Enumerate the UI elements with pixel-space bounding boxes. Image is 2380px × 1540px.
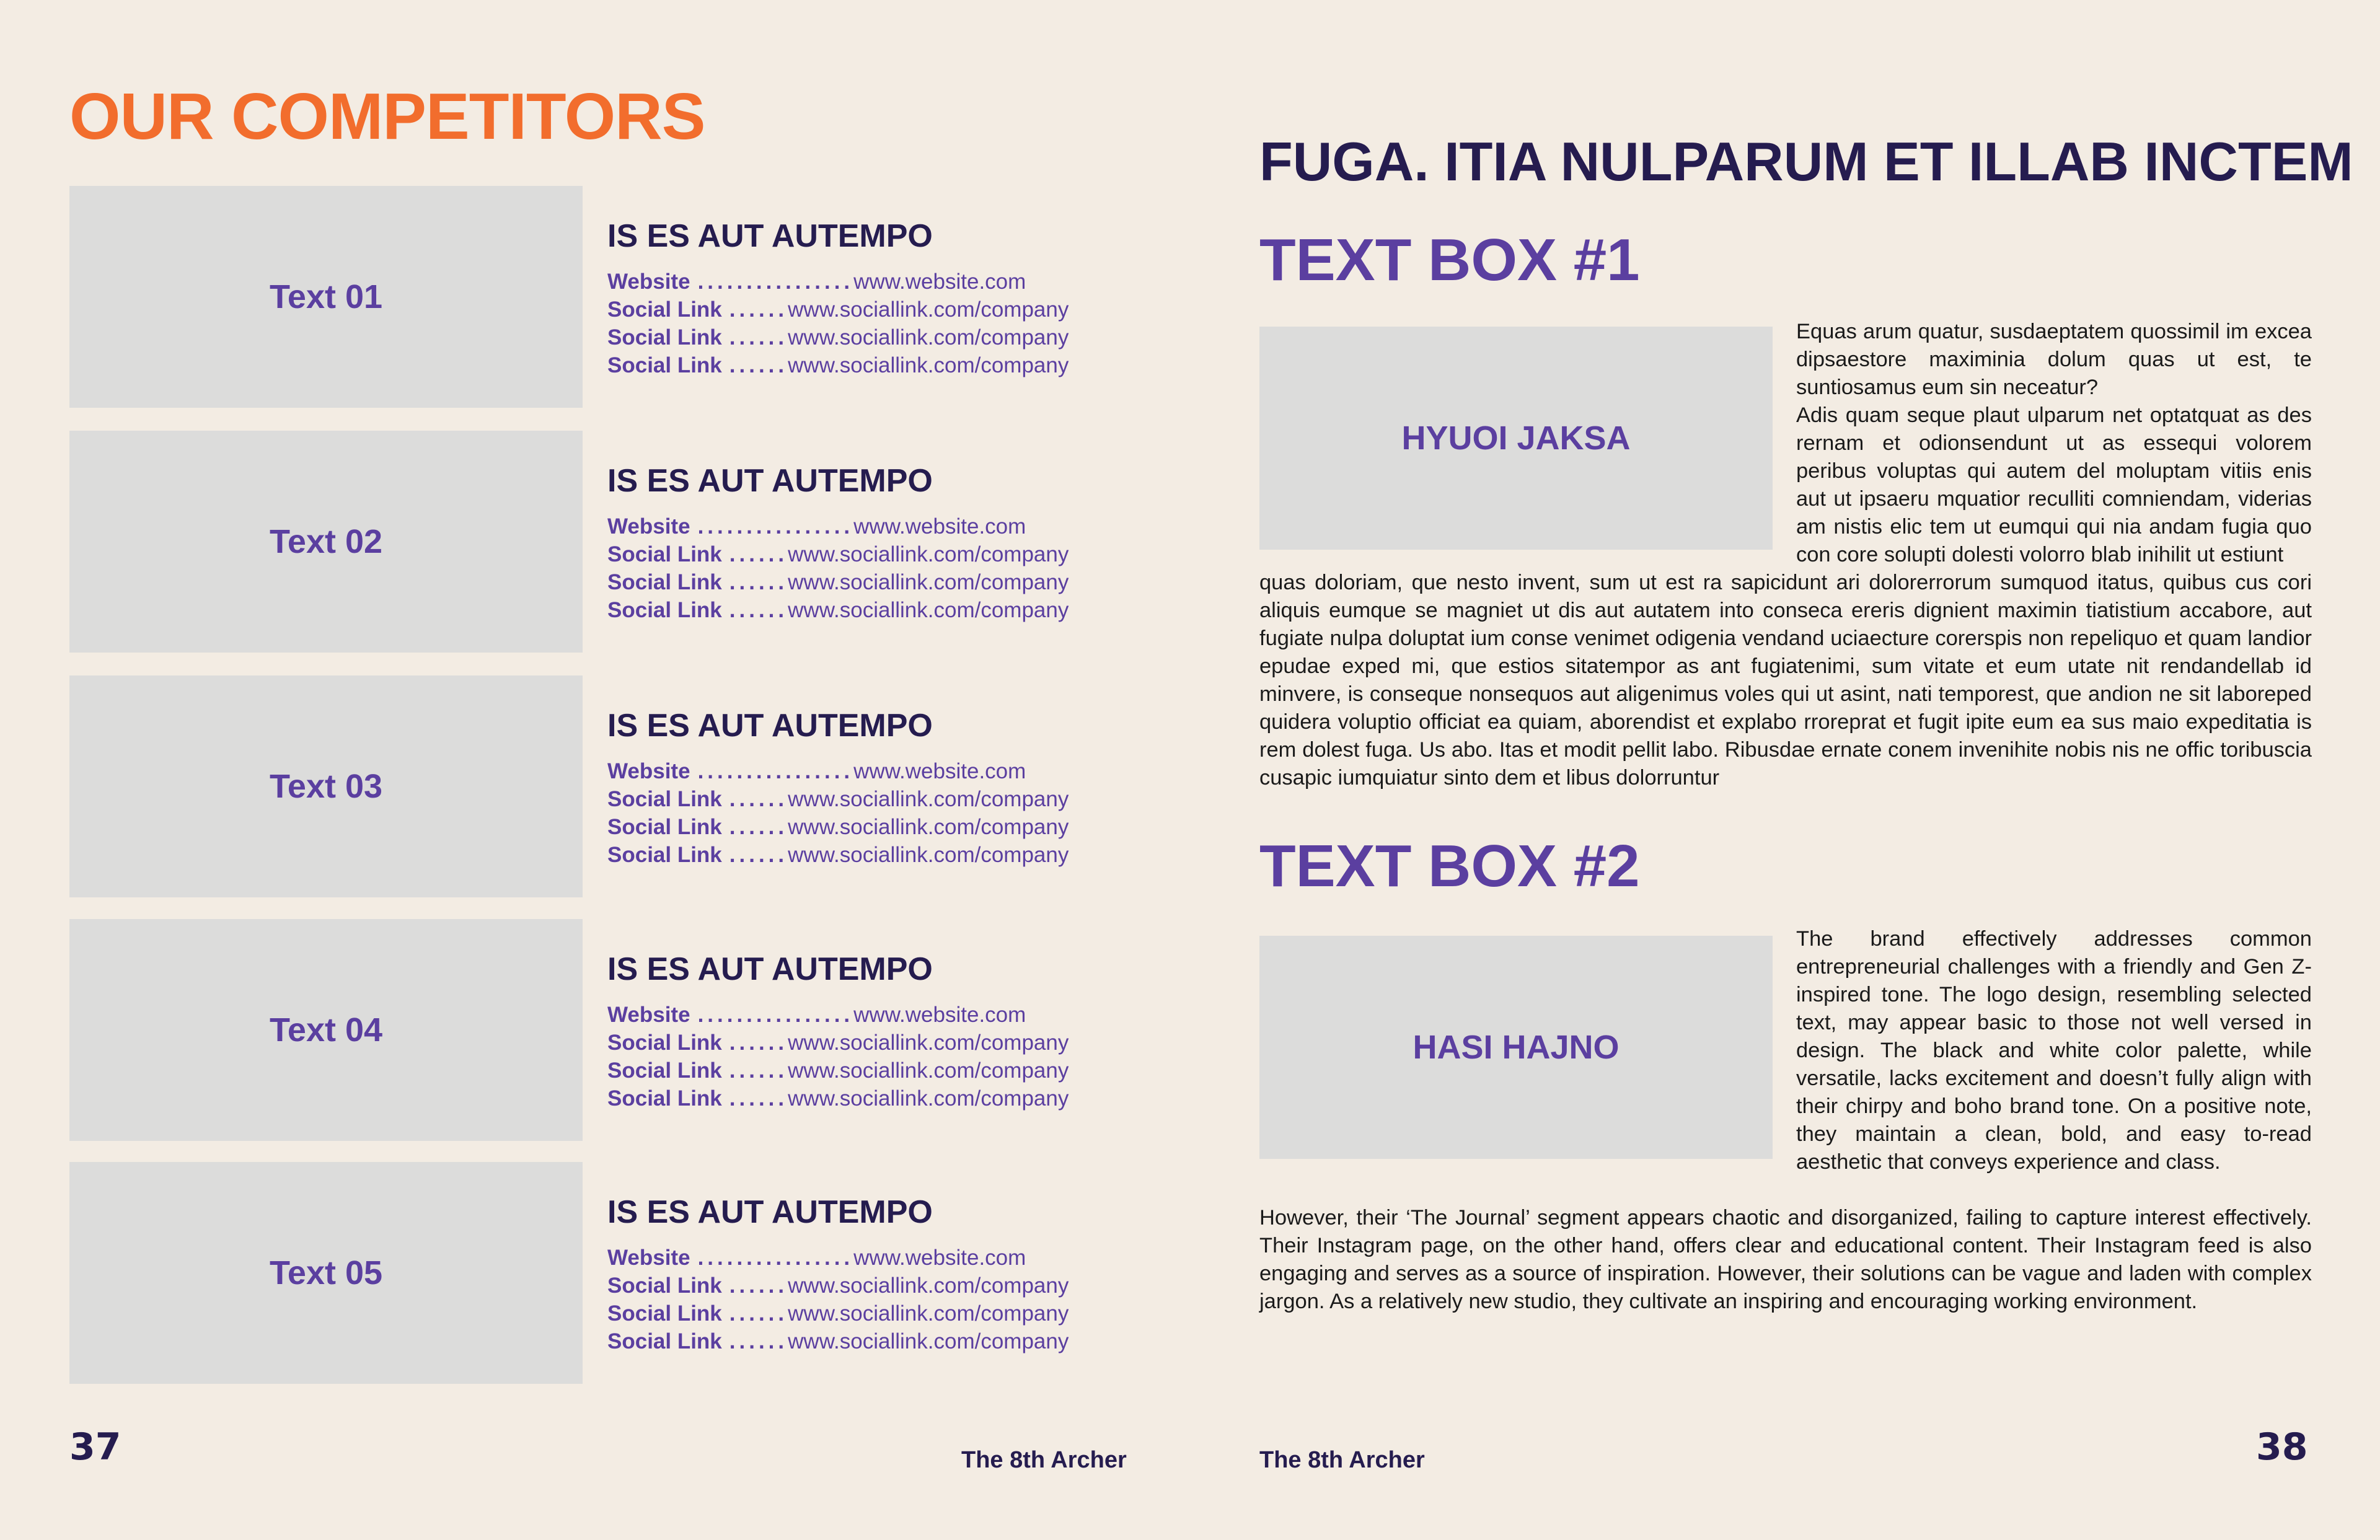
competitor-info [607, 217, 1116, 379]
social-link[interactable] [607, 596, 1116, 624]
link-url: www.sociallink.com/company [788, 570, 1069, 595]
link-label: Website [607, 1003, 690, 1027]
link-url: www.website.com [853, 759, 1026, 784]
link-label: Website [607, 270, 690, 294]
social-link[interactable] [607, 351, 1116, 379]
link-leader-dots: ...... [729, 353, 788, 378]
competitor-image-placeholder [69, 675, 583, 897]
social-link[interactable] [607, 1057, 1116, 1085]
link-leader-dots: ...... [729, 1031, 788, 1055]
text-box-1-body [1259, 569, 2312, 792]
spread-heading: FUGA. ITIA NULPARUM ET ILLAB INCTEM [1259, 131, 2353, 192]
link-leader-dots: ...... [729, 1274, 788, 1298]
competitor-info [607, 1193, 1116, 1355]
link-label: Social Link [607, 1301, 722, 1326]
link-url: www.sociallink.com/company [788, 598, 1069, 623]
website-link[interactable] [607, 1244, 1116, 1272]
social-link[interactable] [607, 813, 1116, 841]
link-leader-dots: ...... [729, 325, 788, 350]
footer-brand-left: The 8th Archer [961, 1447, 1127, 1473]
link-label: Social Link [607, 1086, 722, 1111]
social-link[interactable] [607, 1029, 1116, 1057]
social-link[interactable] [607, 785, 1116, 813]
page-number-left: 37 [69, 1425, 121, 1469]
link-url: www.website.com [853, 1246, 1026, 1270]
competitor-image-label: Text 05 [269, 1254, 383, 1291]
link-leader-dots: ...... [729, 570, 788, 595]
link-leader-dots: ...... [729, 843, 788, 868]
link-label: Social Link [607, 1058, 722, 1083]
link-url: www.sociallink.com/company [788, 1301, 1069, 1326]
competitor-image-label: Text 03 [269, 768, 383, 805]
competitor-image-label: Text 02 [269, 523, 383, 560]
link-leader-dots: ...... [729, 1329, 788, 1354]
link-url: www.website.com [853, 270, 1026, 294]
link-url: www.sociallink.com/company [788, 325, 1069, 350]
link-leader-dots: ...... [729, 297, 788, 322]
link-leader-dots: ................ [697, 514, 854, 539]
link-label: Social Link [607, 542, 722, 567]
text-box-2-title: TEXT BOX #2 [1259, 833, 1640, 899]
website-link[interactable] [607, 1001, 1116, 1029]
text-box-1-side-text [1796, 318, 2312, 569]
text-box-2-image-label: HASI HAJNO [1413, 1029, 1620, 1066]
link-url: www.sociallink.com/company [788, 1274, 1069, 1298]
link-leader-dots: ...... [729, 542, 788, 567]
link-leader-dots: ................ [697, 270, 854, 294]
text-box-2-body [1259, 1204, 2312, 1316]
link-url: www.sociallink.com/company [788, 542, 1069, 567]
competitor-image-placeholder [69, 1162, 583, 1384]
social-link[interactable] [607, 568, 1116, 596]
competitor-heading: IS ES AUT AUTEMPO [607, 708, 933, 744]
link-leader-dots: ................ [697, 1246, 854, 1270]
link-url: www.sociallink.com/company [788, 1058, 1069, 1083]
social-link[interactable] [607, 1272, 1116, 1300]
link-leader-dots: ...... [729, 1086, 788, 1111]
link-label: Social Link [607, 787, 722, 812]
social-link[interactable] [607, 841, 1116, 869]
text-box-1-image-placeholder [1259, 327, 1773, 550]
website-link[interactable] [607, 268, 1116, 296]
page-number-right: 38 [2256, 1425, 2308, 1469]
link-leader-dots: ...... [729, 598, 788, 623]
link-leader-dots: ...... [729, 1058, 788, 1083]
link-label: Social Link [607, 1031, 722, 1055]
link-url: www.sociallink.com/company [788, 815, 1069, 840]
link-label: Social Link [607, 297, 722, 322]
link-label: Social Link [607, 815, 722, 840]
link-url: www.sociallink.com/company [788, 787, 1069, 812]
text-box-2-paragraph-1: The brand effectively addresses common entrepreneurial challenges with a friendly and Gen Z-inspired tone. The logo design, resembling selected text, may appear basic to those not well versed in design. The black and white color palette, while versatile, lacks excitement and doesn’t fully align with their chirpy and boho brand tone. On a positive note, they maintain a clean, bold, and easy to-read aesthetic that conveys experience and class. [1796, 927, 2312, 1174]
link-label: Social Link [607, 570, 722, 595]
link-url: www.sociallink.com/company [788, 297, 1069, 322]
competitor-info [607, 706, 1116, 869]
social-link[interactable] [607, 1300, 1116, 1327]
link-url: www.sociallink.com/company [788, 353, 1069, 378]
text-box-2-side-text [1796, 925, 2312, 1176]
social-link[interactable] [607, 296, 1116, 323]
website-link[interactable] [607, 513, 1116, 540]
text-box-1-paragraph-3: quas doloriam, que nesto invent, sum ut est ra sapicidunt ari dolorerrorum sumquod itatus, quibus cus cori aliquis eumque se magniet ut dis aut autatem into conseca ereris dignient maximin tiatistium accabore, aut fugiate nulpa doluptat ium conse venimet odigenia vendand uciaecture corerspis non repeliquo et quam landior epudae exped mi, que estios sitatempor as ant fugiatenimi, sum vitate et eum utate nit rendandellab id minvere, is conseque nonsequos aut aligenimus voles qui ut asint, nati temporest, que andion ne sit laboreped quidera voluptio officiat ea quiam, aborendist et explabo rroreprat et fugit ipite eum ea sus maio expeditatia is rem dolest fuga. Us abo. Itas et modit pellit labo. Ribusdae ernate conem invenihite nobis nis ne offic toribuscia cusapic iumquiatur sinto dem et libus dolorruntur [1259, 571, 2312, 790]
website-link[interactable] [607, 757, 1116, 785]
link-leader-dots: ...... [729, 1301, 788, 1326]
text-box-1-paragraph-2: Adis quam seque plaut ulparum net optatquat as des rernam et odionsendunt ut as essequi volorem peribus voluptas qui autem del moluptam vitiis enis aut ut ipsaeru mquatior reculliti comniendam, viderias am nistis elic tem ut eumqui qui nia andam fugia quo con core solupti dolesti volorro blab inihilit ut estiunt [1796, 403, 2312, 566]
competitor-image-placeholder [69, 431, 583, 653]
link-label: Social Link [607, 1274, 722, 1298]
competitor-heading: IS ES AUT AUTEMPO [607, 1194, 933, 1230]
link-url: www.website.com [853, 514, 1026, 539]
link-leader-dots: ...... [729, 815, 788, 840]
footer-brand-right: The 8th Archer [1259, 1447, 1425, 1473]
social-link[interactable] [607, 1327, 1116, 1355]
link-label: Social Link [607, 1329, 722, 1354]
competitor-image-label: Text 04 [269, 1011, 383, 1049]
social-link[interactable] [607, 1085, 1116, 1112]
social-link[interactable] [607, 540, 1116, 568]
competitor-image-label: Text 01 [269, 278, 383, 315]
page-title: OUR COMPETITORS [69, 80, 705, 153]
competitor-image-placeholder [69, 919, 583, 1141]
link-url: www.sociallink.com/company [788, 1031, 1069, 1055]
competitor-heading: IS ES AUT AUTEMPO [607, 218, 933, 254]
link-label: Website [607, 759, 690, 784]
link-label: Social Link [607, 843, 722, 868]
link-label: Social Link [607, 353, 722, 378]
link-url: www.sociallink.com/company [788, 843, 1069, 868]
link-url: www.sociallink.com/company [788, 1329, 1069, 1354]
competitor-image-placeholder [69, 186, 583, 408]
link-label: Website [607, 1246, 690, 1270]
link-label: Website [607, 514, 690, 539]
link-label: Social Link [607, 325, 722, 350]
text-box-2-image-placeholder [1259, 936, 1773, 1159]
link-url: www.sociallink.com/company [788, 1086, 1069, 1111]
text-box-2-paragraph-2: However, their ‘The Journal’ segment appears chaotic and disorganized, failing to capture interest effectively. Their Instagram page, on the other hand, offers clear and educational content. Their Instagram feed is also engaging and serves as a source of inspiration. However, their solutions can be vague and laden with complex jargon. As a relatively new studio, they cultivate an inspiring and encouraging working environment. [1259, 1206, 2312, 1313]
link-url: www.website.com [853, 1003, 1026, 1027]
competitor-heading: IS ES AUT AUTEMPO [607, 463, 933, 499]
text-box-1-paragraph-1: Equas arum quatur, susdaeptatem quossimil im excea dipsaestore maximinia dolum quas ut est, te suntiosamus eum sin neceatur? [1796, 320, 2312, 399]
competitor-info [607, 462, 1116, 624]
link-leader-dots: ................ [697, 759, 854, 784]
link-leader-dots: ...... [729, 787, 788, 812]
text-box-1-image-label: HYUOI JAKSA [1401, 420, 1631, 457]
competitor-heading: IS ES AUT AUTEMPO [607, 951, 933, 987]
competitor-info [607, 950, 1116, 1112]
link-label: Social Link [607, 598, 722, 623]
social-link[interactable] [607, 323, 1116, 351]
link-leader-dots: ................ [697, 1003, 854, 1027]
text-box-1-title: TEXT BOX #1 [1259, 227, 1640, 293]
